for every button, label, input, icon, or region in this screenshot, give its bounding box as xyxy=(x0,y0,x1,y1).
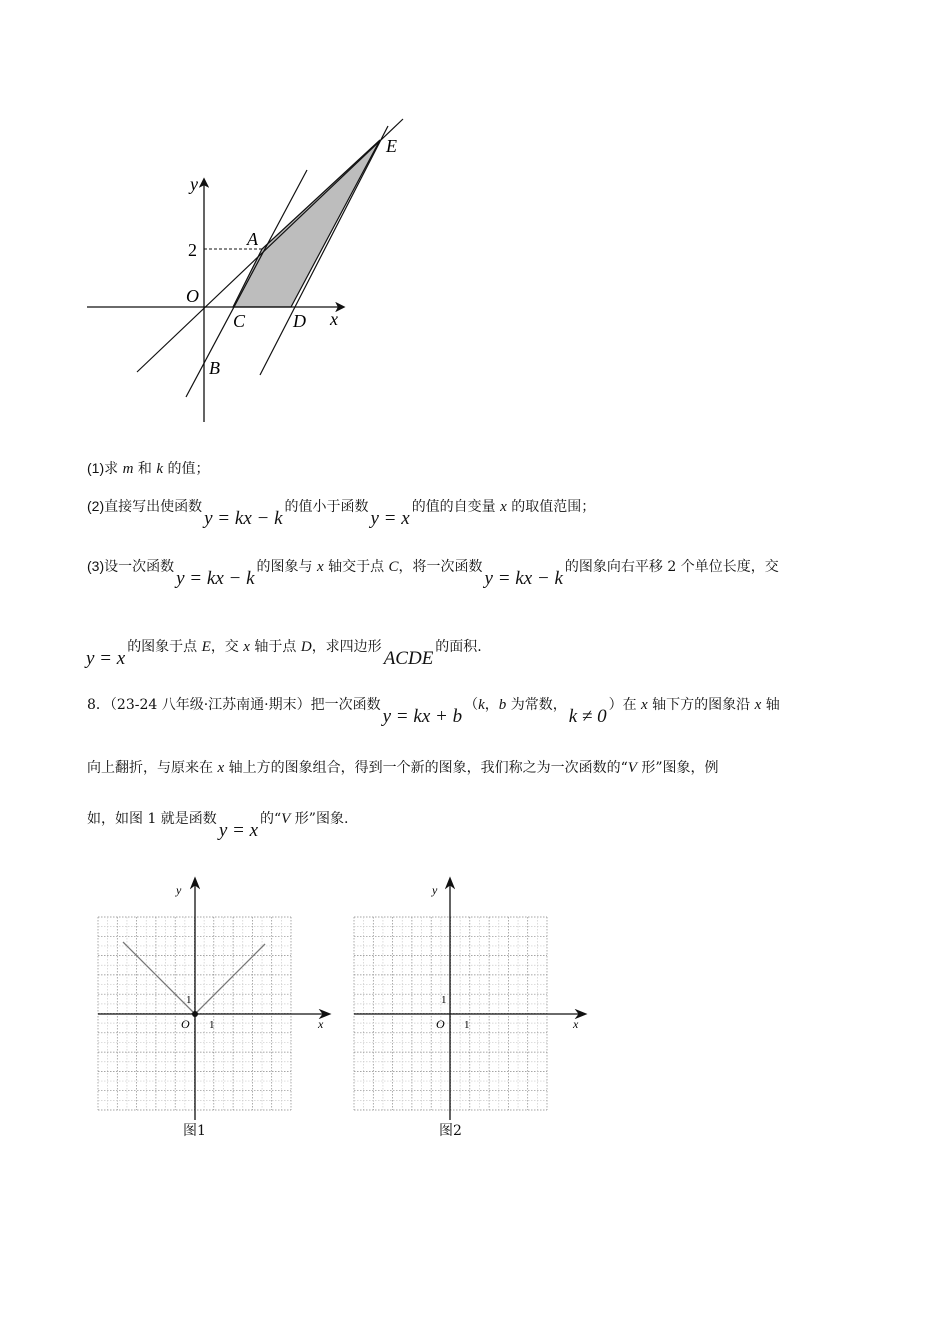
line-y-equals-x xyxy=(137,119,403,372)
fig2-tick-y1: 1 xyxy=(441,994,447,1006)
q8-line3: 如，如图 1 就是函数y = x的“V 形”图象. xyxy=(87,811,349,841)
fig1-origin-label: O xyxy=(181,1017,190,1031)
point-e-label: E xyxy=(386,136,397,156)
fig1-y-label: y xyxy=(176,883,182,897)
origin-point xyxy=(192,1011,198,1017)
fig2-tick-x1: 1 xyxy=(464,1019,470,1031)
tick-label-2: 2 xyxy=(188,240,197,260)
point-c-label: C xyxy=(233,311,246,331)
q7-part1: (1)求 m 和 k 的值； xyxy=(87,460,210,477)
q7-part3: (3)设一次函数y = kx − k的图象与 x 轴交于点 C，将一次函数y = kx − k的图象向右平移 2 个单位长度，交 xyxy=(87,558,779,589)
v-shape-graph xyxy=(123,942,265,1014)
q8-line1: 8．（23-24 八年级·江苏南通·期末）把一次函数y = kx + b（k，b 为常数，k ≠ 0）在 x 轴下方的图象沿 x 轴 xyxy=(87,697,780,727)
origin-label: O xyxy=(186,286,199,306)
figure-1-grid xyxy=(98,879,329,1120)
q7-part3-cont: y = x的图象于点 E，交 x 轴于点 D，求四边形ACDE的面积. xyxy=(86,639,482,669)
fig1-x-label: x xyxy=(318,1017,324,1031)
figure-2-caption: 图2 xyxy=(439,1123,462,1139)
q8-line2: 向上翻折，与原来在 x 轴上方的图象组合，得到一个新的图象，我们称之为一次函数的“V 形”图象，例 xyxy=(87,760,719,776)
y-label: y xyxy=(190,174,198,194)
fig1-tick-y1: 1 xyxy=(186,994,192,1006)
shaded-quadrilateral-acde xyxy=(233,140,380,307)
point-b-label: B xyxy=(209,358,220,378)
top-figure xyxy=(0,0,950,440)
fig2-y-label: y xyxy=(432,883,438,897)
point-d-label: D xyxy=(293,311,306,331)
q7-part2: (2)直接写出使函数y = kx − k的值小于函数y = x的值的自变量 x 的取值范围； xyxy=(87,498,596,529)
fig2-origin-label: O xyxy=(436,1017,445,1031)
fig2-x-label: x xyxy=(573,1017,579,1031)
x-label: x xyxy=(330,309,338,329)
point-a-label: A xyxy=(247,229,258,249)
fig1-tick-x1: 1 xyxy=(209,1019,215,1031)
figure-2-grid xyxy=(354,879,585,1120)
figure-1-caption: 图1 xyxy=(183,1123,206,1139)
